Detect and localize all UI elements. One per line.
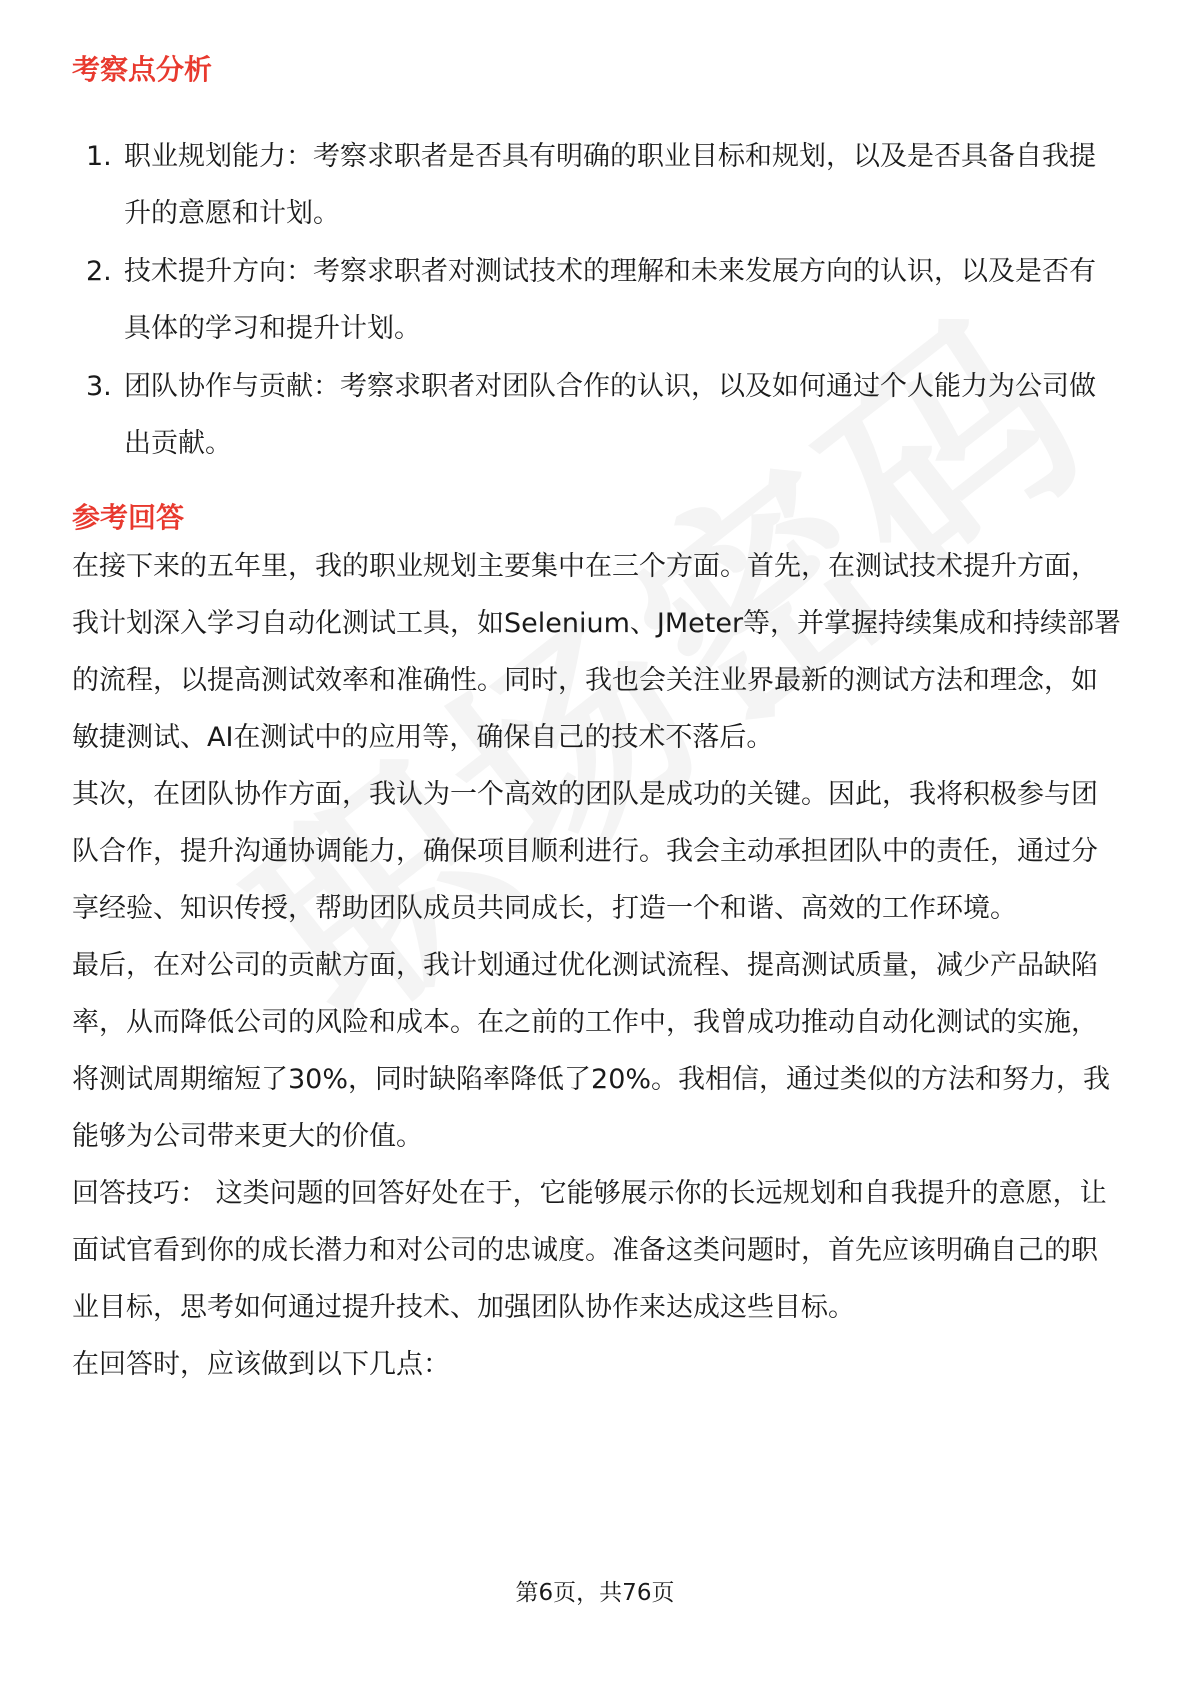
- list-item: [72, 358, 1122, 472]
- list-item-text: 职业规划能力：考察求职者是否具有明确的职业目标和规划，以及是否具备自我提升的意愿和计划。: [124, 141, 1096, 229]
- list-item-text: 技术提升方向：考察求职者对测试技术的理解和未来发展方向的认识，以及是否有具体的学习和提升计划。: [124, 256, 1096, 344]
- paragraph: 其次，在团队协作方面，我认为一个高效的团队是成功的关键。因此，我将积极参与团队合作，提升沟通协调能力，确保项目顺利进行。我会主动承担团队中的责任，通过分享经验、知识传授，帮助团队成员共同成长，打造一个和谐、高效的工作环境。: [72, 779, 1098, 924]
- paragraph-tips: 回答技巧： 这类问题的回答好处在于，它能够展示你的长远规划和自我提升的意愿，让面试官看到你的成长潜力和对公司的忠诚度。准备这类问题时，首先应该明确自己的职业目标，思考如何通过提升技术、加强团队协作来达成这些目标。: [72, 1178, 1107, 1323]
- page-number: 第6页，共76页: [515, 1580, 675, 1606]
- paragraph: 在接下来的五年里，我的职业规划主要集中在三个方面。首先，在测试技术提升方面，我计划深入学习自动化测试工具，如Selenium、JMeter等，并掌握持续集成和持续部署的流程，以提高测试效率和准确性。同时，我也会关注业界最新的测试方法和理念，如敏捷测试、AI在测试中的应用等，确保自己的技术不落后。: [72, 551, 1122, 753]
- paragraph: 在回答时，应该做到以下几点：: [72, 1349, 450, 1380]
- paragraph: 最后，在对公司的贡献方面，我计划通过优化测试流程、提高测试质量，减少产品缺陷率，从而降低公司的风险和成本。在之前的工作中，我曾成功推动自动化测试的实施，将测试周期缩短了30%，同时缺陷率降低了20%。我相信，通过类似的方法和努力，我能够为公司带来更大的价值。: [72, 950, 1111, 1152]
- document-body: [72, 44, 1122, 1393]
- list-item: [72, 128, 1122, 242]
- list-item-number: 2.: [86, 256, 112, 287]
- list-item-text: 团队协作与贡献：考察求职者对团队合作的认识，以及如何通过个人能力为公司做出贡献。: [124, 371, 1096, 459]
- section-heading-reference-answer: 参考回答: [72, 501, 185, 534]
- list-item-number: 1.: [86, 141, 112, 172]
- analysis-list: [72, 128, 1122, 472]
- section-heading-analysis: 考察点分析: [72, 53, 213, 86]
- list-item-number: 3.: [86, 371, 112, 402]
- list-item: [72, 243, 1122, 357]
